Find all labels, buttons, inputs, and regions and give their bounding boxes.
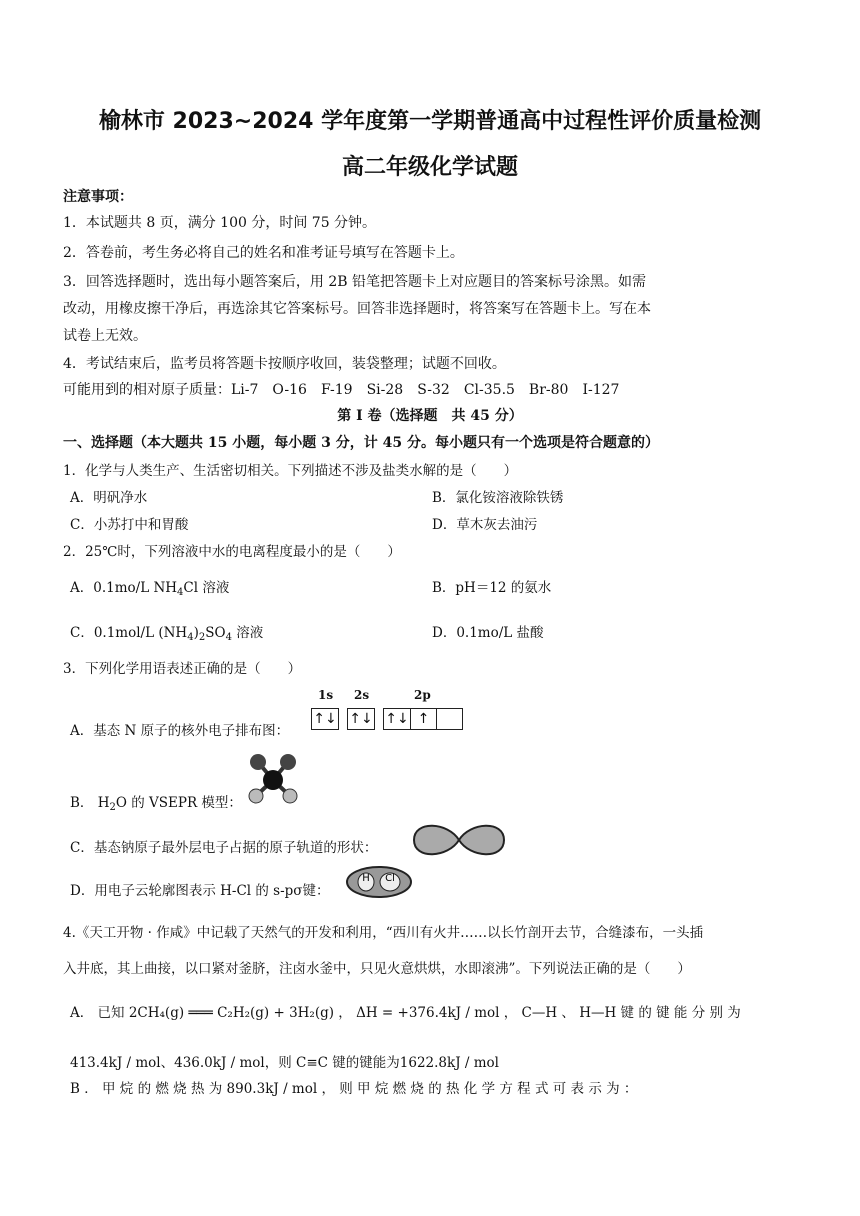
orbital-box-2p-2: ↑: [411, 708, 437, 730]
q4-stem-line1: 4.《天工开物 · 作咸》中记载了天然气的开发和利用，“西川有火井……以长竹剖开去节，合缝漆布，一头插: [63, 925, 704, 941]
note-1: 1．本试题共 8 页，满分 100 分，时间 75 分钟。: [63, 215, 377, 231]
q3-stem: 3．下列化学用语表述正确的是（ ）: [63, 661, 302, 677]
q1-option-d: D．草木灰去油污: [432, 517, 538, 533]
note-4: 4．考试结束后，监考员将答题卡按顺序收回，装袋整理；试题不回收。: [63, 356, 506, 372]
note-3a: 3．回答选择题时，选出每小题答案后，用 2B 铅笔把答题卡上对应题目的答案标号涂黑。如需: [63, 274, 647, 290]
q2-option-a: A．0.1mo/L $NH_4Cl$ 溶液: [70, 580, 230, 598]
q2-stem: 2．25℃时，下列溶液中水的电离程度最小的是（ ）: [63, 544, 401, 560]
p-orbital-image: [410, 818, 508, 862]
sigma-bond-h-label: H: [362, 873, 370, 884]
orbital-box-1s: ↑↓: [311, 708, 339, 730]
q3-option-b: B． $H_2O$ 的 VSEPR 模型：: [70, 795, 242, 813]
part1-heading: 第 Ⅰ 卷（选择题 共 45 分）: [337, 408, 523, 424]
q3-option-c: C．基态钠原子最外层电子占据的原子轨道的形状：: [70, 840, 378, 856]
q2-option-d: D．0.1mo/L 盐酸: [432, 625, 544, 641]
exam-subtitle: 高二年级化学试题: [341, 155, 518, 180]
q1-option-a: A．明矾净水: [70, 490, 148, 506]
q2-option-b: B．pH＝12 的氨水: [432, 580, 552, 596]
note-3b: 改动，用橡皮擦干净后，再选涂其它答案标号。回答非选择题时，将答案写在答题卡上。写在本: [63, 301, 651, 317]
q3-option-d: D．用电子云轮廓图表示 H-Cl 的 s-pσ键：: [70, 883, 330, 899]
orbital-box-2s: ↑↓: [347, 708, 375, 730]
q1-option-b: B．氯化铵溶液除铁锈: [432, 490, 564, 506]
orbital-label-2p: 2p: [414, 688, 431, 702]
exam-title: 榆林市 2023~2024 学年度第一学期普通高中过程性评价质量检测: [98, 109, 762, 134]
vsepr-model-image: [244, 752, 302, 806]
sigma-bond-cl-label: Cl: [385, 873, 395, 884]
orbital-box-2p-1: ↑↓: [383, 708, 411, 730]
notes-heading: 注意事项：: [63, 189, 133, 205]
q4-option-a-line1: A． 已知 2CH₄(g) ═══ C₂H₂(g) + 3H₂(g) ， ΔH = +376.4kJ / mol ， C—H 、 H—H 键 的 键 能 分 别 为: [70, 1005, 741, 1021]
sigma-bond-image: [344, 864, 414, 900]
note-3c: 试卷上无效。: [63, 328, 147, 344]
note-2: 2．答卷前，考生务必将自己的姓名和准考证号填写在答题卡上。: [63, 245, 464, 261]
q4-option-b-line1: B ． 甲 烷 的 燃 烧 热 为 890.3kJ / mol ， 则 甲 烷 燃 烧 的 热 化 学 方 程 式 可 表 示 为 ：: [70, 1081, 638, 1097]
section-heading: 一、选择题（本大题共 15 小题，每小题 3 分，计 45 分。每小题只有一个选项是符合题意的）: [63, 435, 659, 451]
q2-option-c: C．0.1mol/L $(NH_4)_2SO_4$ 溶液: [70, 625, 264, 643]
q4-stem-line2: 入井底，其上曲接，以口紧对釜脐，注卤水釜中，只见火意烘烘，水即滚沸”。下列说法正确的是（ ）: [63, 961, 691, 977]
atomic-masses: 可能用到的相对原子质量：Li-7 O-16 F-19 Si-28 S-32 Cl-35.5 Br-80 I-127: [63, 382, 620, 398]
orbital-diagram: [311, 708, 463, 730]
q4-option-a-line2: 413.4kJ / mol、436.0kJ / mol，则 C≡C 键的键能为1622.8kJ / mol: [70, 1055, 499, 1071]
q1-option-c: C．小苏打中和胃酸: [70, 517, 189, 533]
orbital-label-1s: 1s: [318, 688, 334, 702]
q3-option-a: A．基态 N 原子的核外电子排布图：: [70, 723, 290, 739]
orbital-box-2p-3: [437, 708, 463, 730]
q1-stem: 1．化学与人类生产、生活密切相关。下列描述不涉及盐类水解的是（ ）: [63, 463, 518, 479]
orbital-label-2s: 2s: [354, 688, 370, 702]
